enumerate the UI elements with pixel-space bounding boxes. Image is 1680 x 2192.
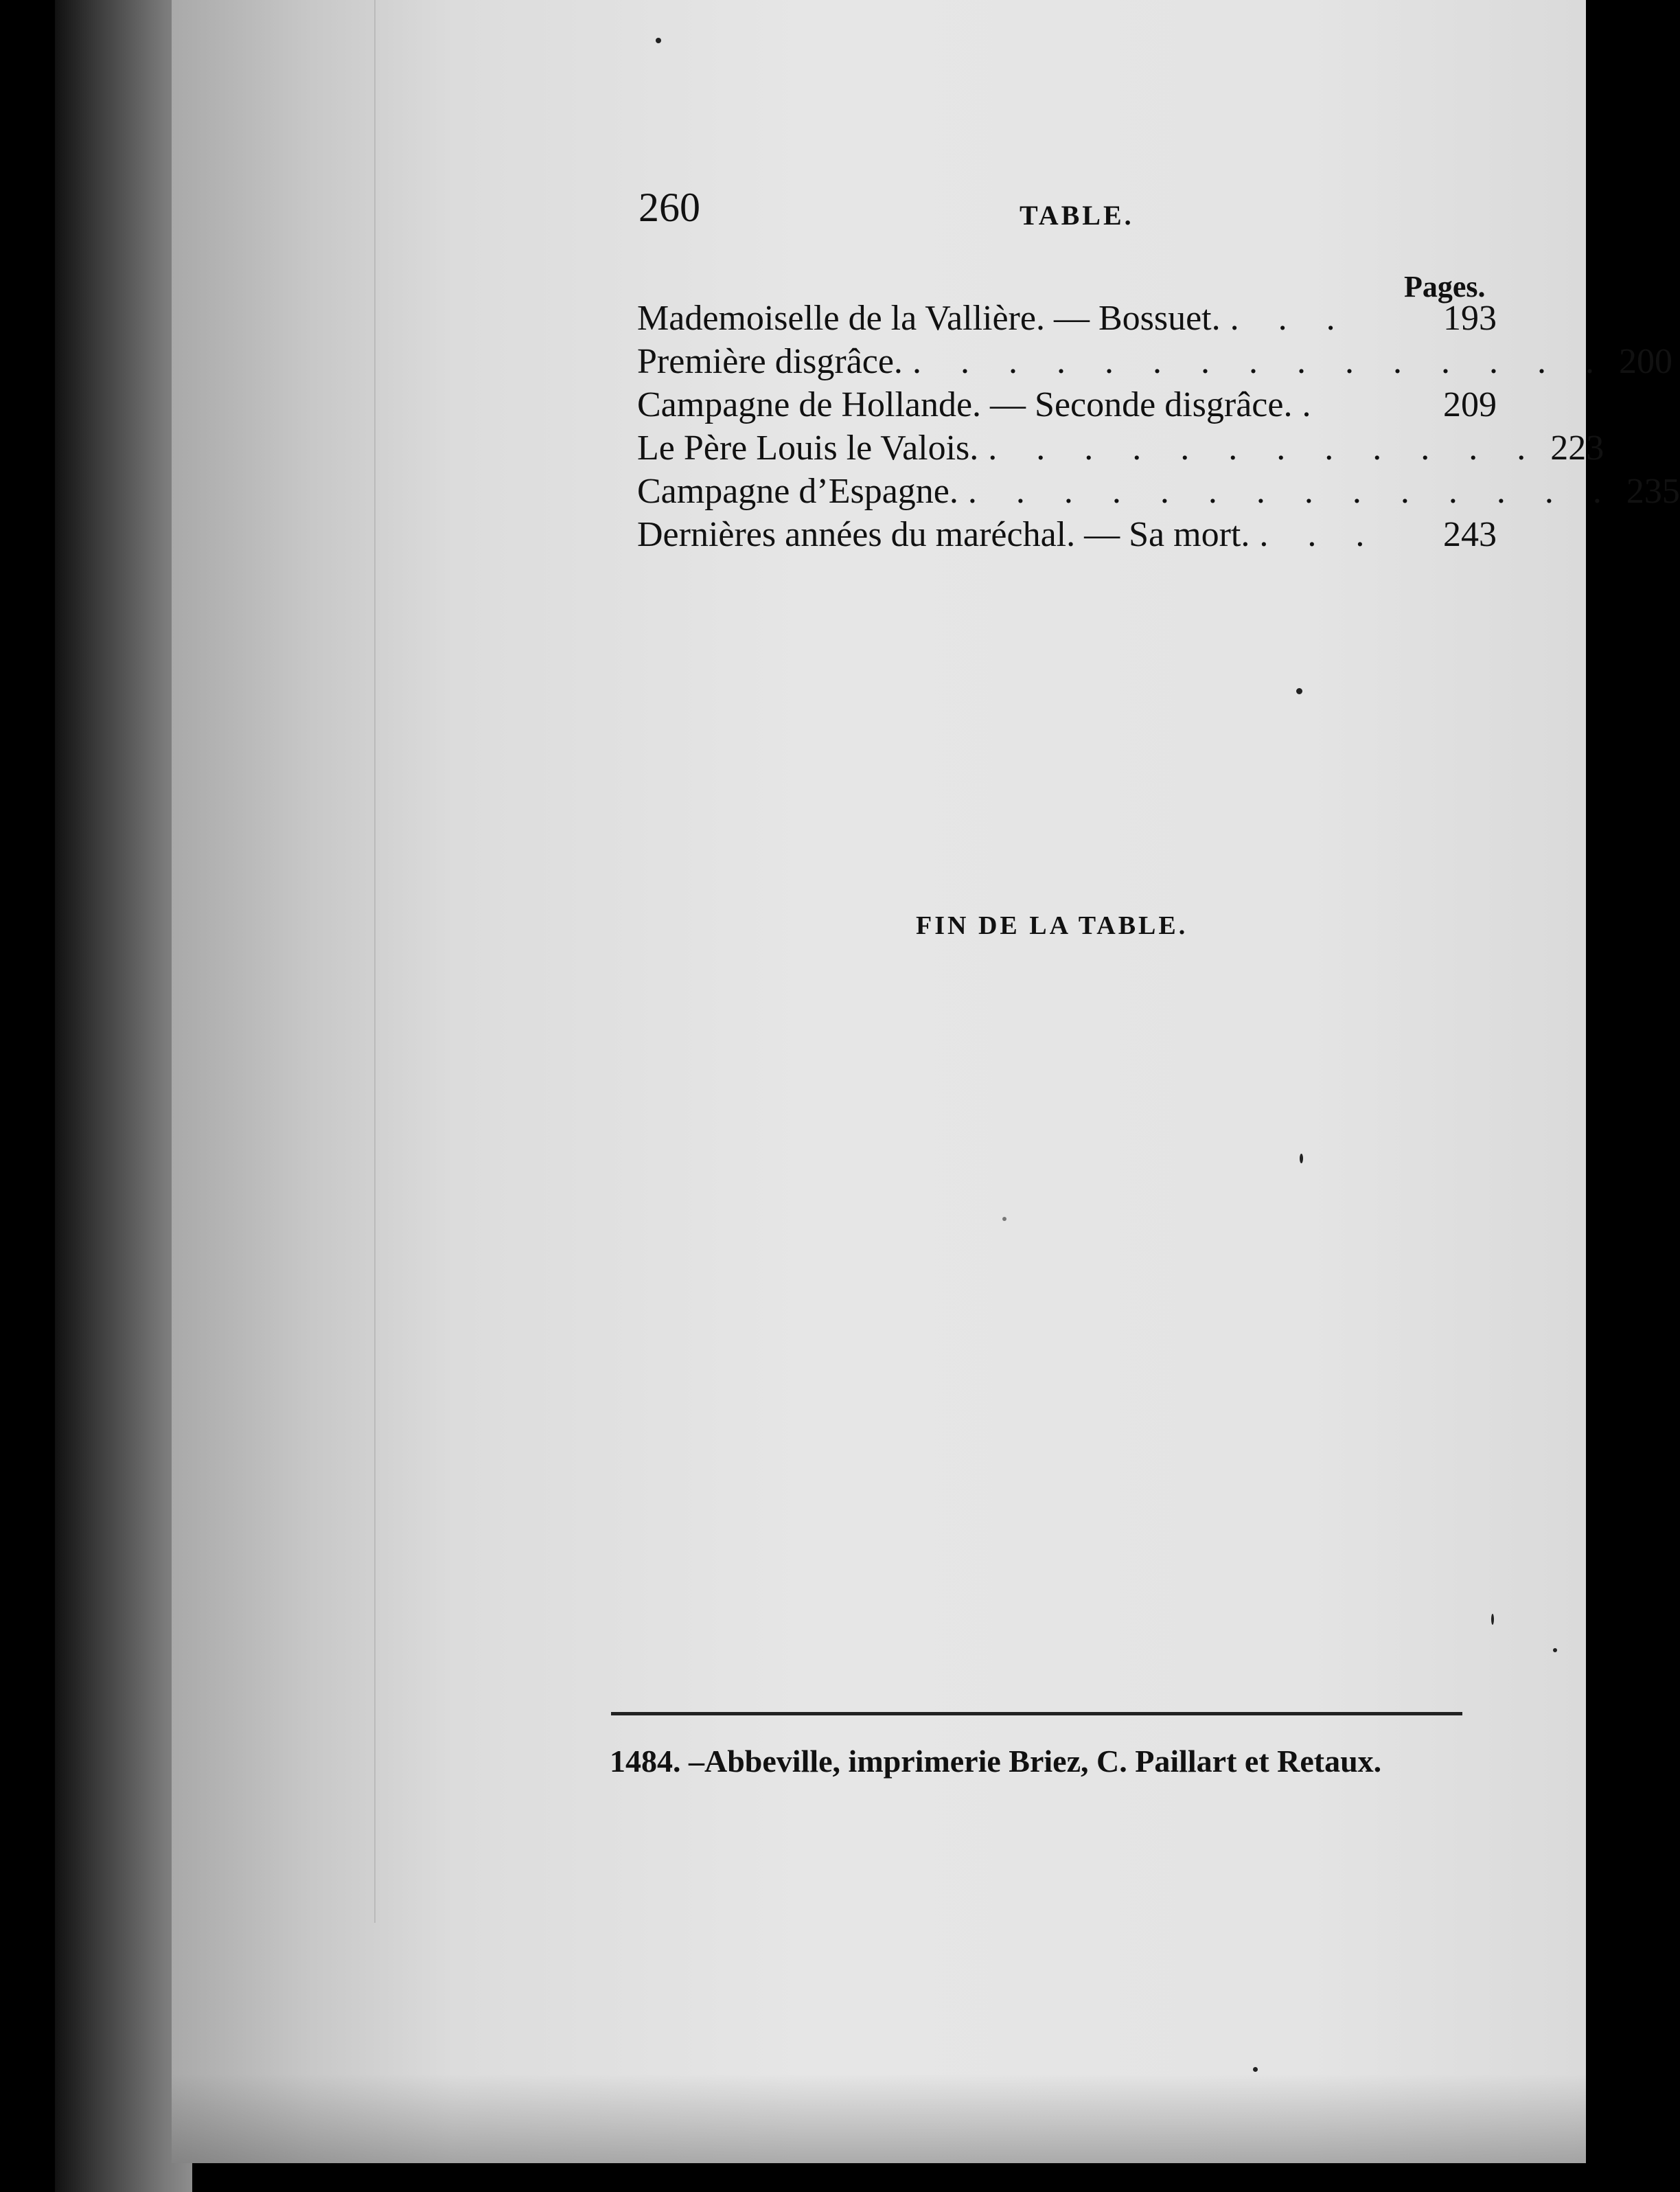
toc-entry-title: Campagne d’Espagne. (637, 472, 958, 511)
toc-entry-page: 235 (1626, 472, 1680, 511)
toc-entry-page: 193 (1443, 299, 1497, 338)
running-title: TABLE. (1020, 200, 1134, 231)
ink-speck (656, 38, 661, 43)
ink-speck (1253, 2067, 1258, 2072)
toc-entry (637, 514, 1497, 558)
toc-entry-title: Dernières années du maréchal. — Sa mort. (637, 515, 1250, 554)
ink-speck (1491, 1614, 1494, 1625)
pages-column-label: Pages. (1404, 270, 1486, 304)
toc-entry-page: 243 (1443, 515, 1497, 554)
toc-entry-page: 223 (1550, 429, 1604, 468)
ink-speck (1553, 1648, 1557, 1652)
ink-speck (1300, 1154, 1303, 1163)
table-of-contents (637, 298, 1680, 558)
toc-entry (637, 385, 1497, 428)
ink-speck (1296, 688, 1302, 694)
printer-imprint: 1484. –Abbeville, imprimerie Briez, C. Paillart et Retaux. (610, 1744, 1382, 1779)
toc-entry (637, 471, 1680, 514)
toc-dot-leader: . . . (1259, 515, 1380, 554)
toc-entry-title: Mademoiselle de la Vallière. — Bossuet. (637, 299, 1221, 338)
toc-dot-leader: . . . . . . . . . . . . . . . (912, 342, 1609, 381)
toc-entry (637, 298, 1497, 341)
toc-entry (637, 428, 1604, 471)
toc-entry-title: Première disgrâce. (637, 342, 903, 381)
toc-dot-leader: . . . . . . . . . . . . (988, 429, 1541, 468)
toc-dot-leader: . . . (1230, 299, 1350, 338)
toc-entry-page: 200 (1618, 342, 1672, 381)
toc-dot-leader: . (1302, 385, 1326, 424)
paper-crease (374, 0, 376, 1923)
toc-entry-page: 209 (1443, 385, 1497, 424)
toc-entry-title: Le Père Louis le Valois. (637, 429, 979, 468)
toc-entry-title: Campagne de Hollande. — Seconde disgrâce. (637, 385, 1293, 424)
end-of-table-text: FIN DE LA TABLE. (916, 911, 1188, 940)
page-number: 260 (638, 185, 700, 230)
ink-speck (1002, 1217, 1006, 1221)
page-shadow (172, 2074, 1586, 2163)
imprint-rule (611, 1712, 1462, 1715)
toc-dot-leader: . . . . . . . . . . . . . . (967, 472, 1617, 511)
toc-entry (637, 341, 1672, 385)
